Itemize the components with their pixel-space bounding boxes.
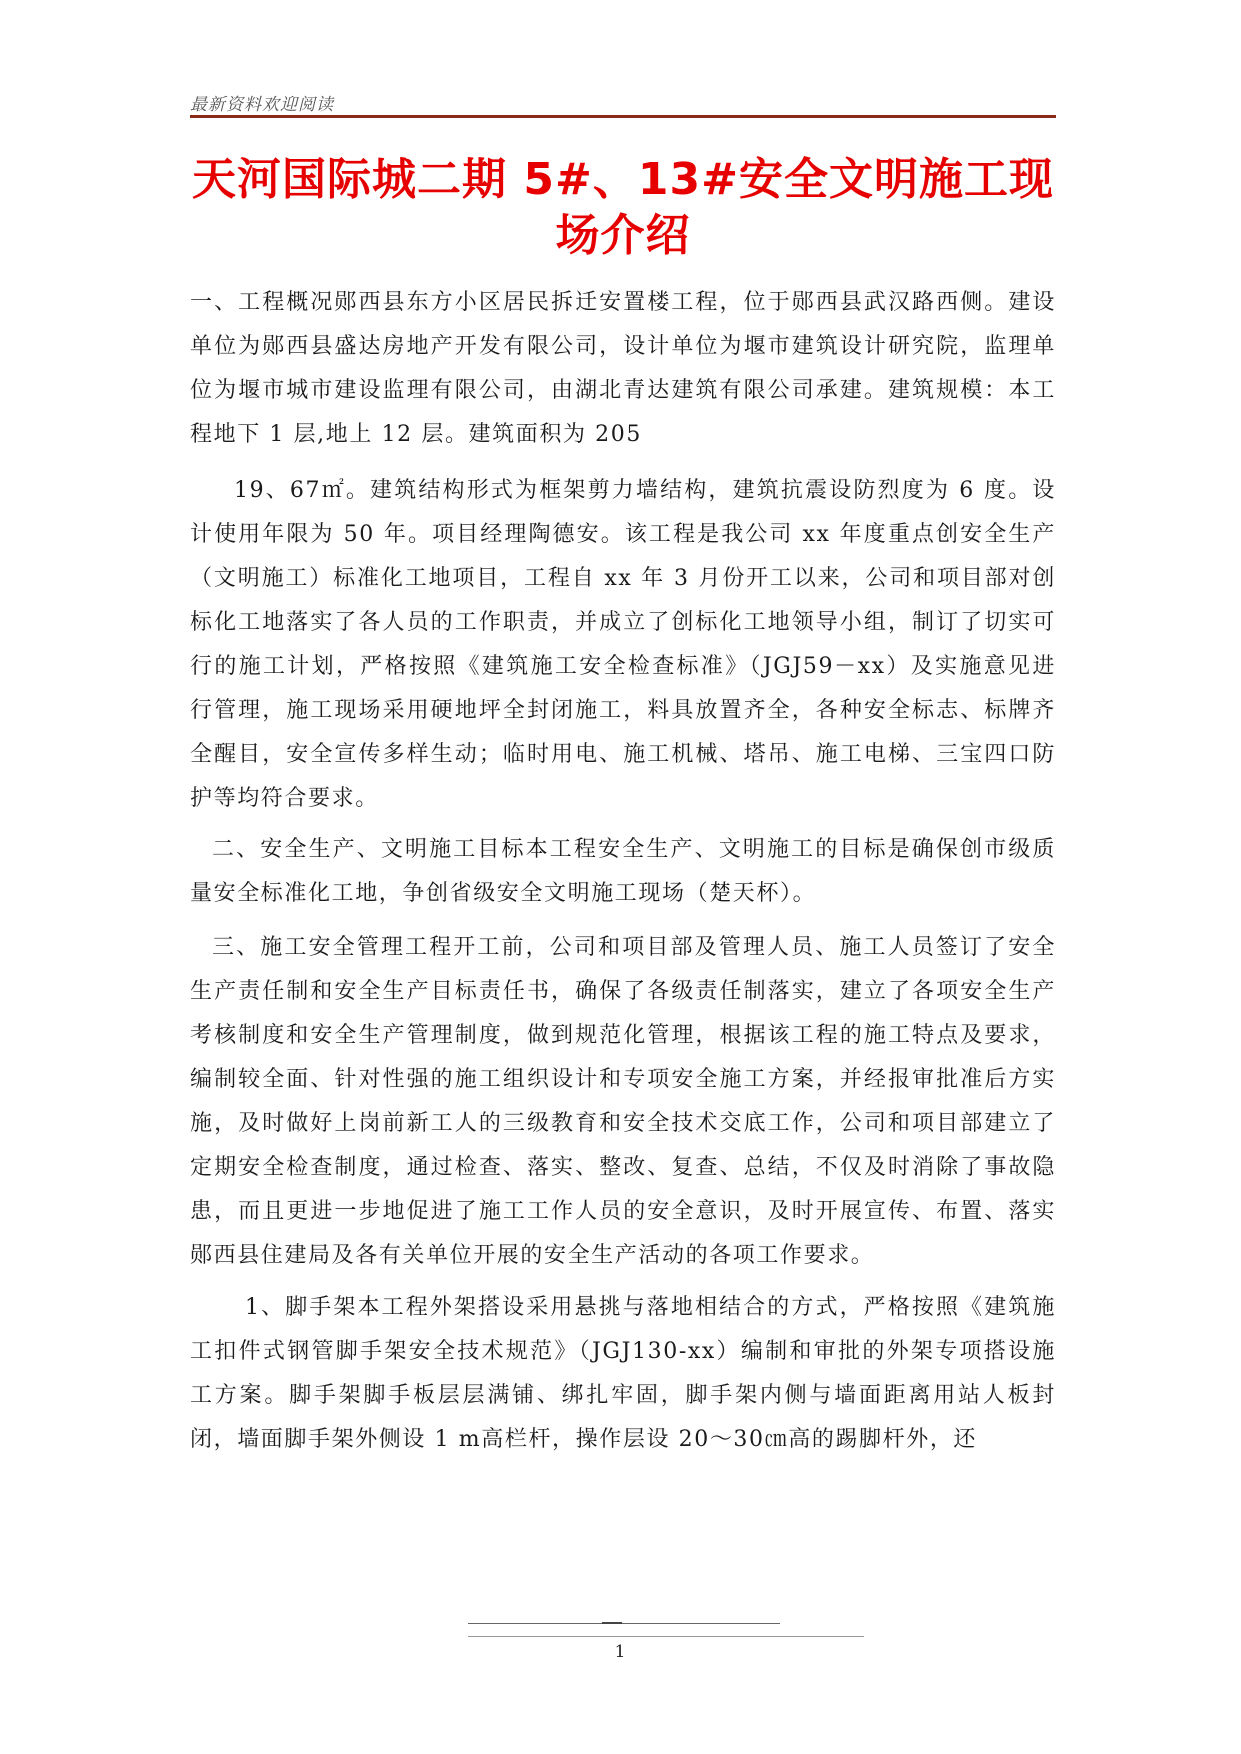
document-title: 天河国际城二期 5#、13#安全文明施工现场介绍 [192,154,1054,261]
document-body [190,281,1056,1462]
footer-rule [468,1623,780,1624]
footer-rule-lower [468,1636,864,1637]
paragraph-safety-goals: 二、安全生产、文明施工目标本工程安全生产、文明施工的目标是确保创市级质量安全标准化工地，争创省级安全文明施工现场（楚天杯）。 [190,837,1056,906]
header-rule [190,115,1056,118]
paragraph-overview-continued: 19、67㎡。建筑结构形式为框架剪力墙结构，建筑抗震设防烈度为 6 度。设计使用年限为 50 年。项目经理陶德安。该工程是我公司 xx 年度重点创安全生产（文明施工）标准化工地项目，工程自 xx 年 3 月份开工以来，公司和项目部对创标化工地落实了各人员的工作职责，并成立了创标化工地领导小组，制订了切实可行的施工计划，严格按照《建筑施工安全检查标准》（JGJ59－xx）及实施意见进行管理，施工现场采用硬地坪全封闭施工，料具放置齐全，各种安全标志、标牌齐全醒目，安全宣传多样生动；临时用电、施工机械、塔吊、施工电梯、三宝四口防护等均符合要求。 [190,478,1056,811]
paragraph-scaffolding: 1、脚手架本工程外架搭设采用悬挑与落地相结合的方式，严格按照《建筑施工扣件式钢管脚手架安全技术规范》（JGJ130-xx）编制和审批的外架专项搭设施工方案。脚手架脚手板层层满铺、绑扎牢固，脚手架内侧与墙面距离用站人板封闭，墙面脚手架外侧设 1 m高栏杆，操作层设 20～30㎝高的踢脚杆外，还 [190,1295,1056,1452]
footer-rule-accent [602,1622,622,1624]
paragraph-safety-management: 三、施工安全管理工程开工前，公司和项目部及管理人员、施工人员签订了安全生产责任制和安全生产目标责任书，确保了各级责任制落实，建立了各项安全生产考核制度和安全生产管理制度，做到规范化管理，根据该工程的施工特点及要求，编制较全面、针对性强的施工组织设计和专项安全施工方案，并经报审批准后方实施，及时做好上岗前新工人的三级教育和安全技术交底工作，公司和项目部建立了定期安全检查制度，通过检查、落实、整改、复查、总结，不仅及时消除了事故隐患，而且更进一步地促进了施工工作人员的安全意识，及时开展宣传、布置、落实郧西县住建局及各有关单位开展的安全生产活动的各项工作要求。 [190,935,1056,1268]
paragraph-overview: 一、工程概况郧西县东方小区居民拆迁安置楼工程，位于郧西县武汉路西侧。建设单位为郧西县盛达房地产开发有限公司，设计单位为堰市建筑设计研究院，监理单位为堰市城市建设监理有限公司，由湖北青达建筑有限公司承建。建筑规模：本工程地下 1 层,地上 12 层。建筑面积为 205 [190,290,1056,447]
page-number: 1 [614,1642,626,1662]
running-header: 最新资料欢迎阅读 [190,95,334,115]
